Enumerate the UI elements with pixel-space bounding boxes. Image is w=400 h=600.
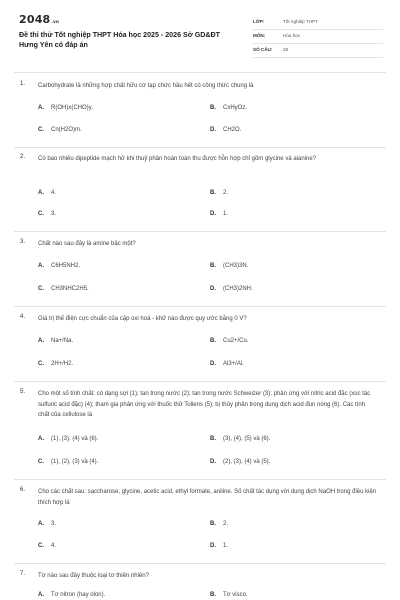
option-b[interactable]: B. 2. <box>210 190 229 196</box>
question-number: 6. <box>20 487 26 493</box>
option-text: (CH3)2NH. <box>223 286 253 292</box>
question-number: 5. <box>20 389 26 395</box>
option-a[interactable]: A. Na+/Na. <box>38 338 74 344</box>
meta-key: MÔN: <box>253 33 266 38</box>
option-text: R(OH)x(CHO)y. <box>51 105 93 111</box>
question-stem: Cho các chất sau: saccharose, glycine, acetic acid, ethyl formate, aniline. Số chất tác dụng với dung dịch NaOH trong điều kiện thích hợp là <box>38 489 377 506</box>
question-number: 1. <box>20 81 26 87</box>
option-text: 2. <box>223 521 229 527</box>
meta-question-count <box>253 43 383 58</box>
option-text: C6H5NH2. <box>51 263 81 269</box>
divider <box>14 306 386 307</box>
option-text: Tơ visco. <box>223 592 248 598</box>
option-b[interactable]: B. 2. <box>210 521 229 527</box>
divider <box>14 231 386 232</box>
option-a[interactable]: A. 4. <box>38 190 57 196</box>
meta-key: LỚP: <box>253 19 265 24</box>
meta-subject <box>253 29 383 44</box>
question-stem: Carbohydrate là những hợp chất hữu cơ tạp chức hầu hết có công thức chung là <box>38 83 254 89</box>
option-text: 3. <box>51 211 57 217</box>
option-c[interactable]: C. CH3NHC2H5. <box>38 286 89 292</box>
divider <box>14 147 386 148</box>
option-c[interactable]: C. 2H+/H2. <box>38 361 74 367</box>
meta-value: 28 <box>283 47 289 52</box>
option-text: 4. <box>51 190 57 196</box>
option-d[interactable]: D. 1. <box>210 543 229 549</box>
divider <box>14 479 386 480</box>
option-b[interactable]: B. Tơ visco. <box>210 592 248 598</box>
option-d[interactable]: D. (CH3)2NH. <box>210 286 253 292</box>
option-d[interactable]: D. 1. <box>210 211 229 217</box>
option-text: CH2O. <box>223 127 242 133</box>
question-stem: Có bao nhiêu dipeptide mạch hở khi thuỷ phân hoàn toàn thu được hỗn hợp chỉ gồm glycine và alanine? <box>38 156 317 162</box>
option-text: Al3+/Al. <box>223 361 244 367</box>
option-text: (1), (2), (3) và (4). <box>51 459 99 465</box>
question-number: 3. <box>20 239 26 245</box>
option-a[interactable]: A. 3. <box>38 521 57 527</box>
site-logo[interactable]: 2048.vn <box>19 13 59 26</box>
option-a[interactable]: A. R(OH)x(CHO)y. <box>38 105 93 111</box>
question-stem: Chất nào sau đây là amine bậc một? <box>38 241 136 247</box>
option-b[interactable]: B. CxHyOz. <box>210 105 247 111</box>
question-stem: Giá trị thế điện cực chuẩn của cặp oxi hoá - khử nào được quy ước bằng 0 V? <box>38 316 247 322</box>
option-d[interactable]: D. CH2O. <box>210 127 242 133</box>
question-number: 7. <box>20 571 26 577</box>
option-text: 4. <box>51 543 57 549</box>
page-header <box>0 0 400 66</box>
option-text: (3), (4), (5) và (6). <box>223 436 271 442</box>
option-a[interactable]: A. Tơ nitron (hay olon). <box>38 592 106 598</box>
option-text: CH3NHC2H5. <box>51 286 89 292</box>
option-text: 3. <box>51 521 57 527</box>
option-text: CxHyOz. <box>223 105 247 111</box>
option-c[interactable]: C. Cn(H2O)m. <box>38 127 82 133</box>
meta-grade <box>253 15 383 30</box>
divider <box>14 72 386 73</box>
meta-key: SỐ CÂU: <box>253 47 273 52</box>
option-text: (CH3)3N. <box>223 263 249 269</box>
option-c[interactable]: C. 4. <box>38 543 57 549</box>
divider <box>14 381 386 382</box>
exam-title: Đề thi thử Tốt nghiệp THPT Hóa học 2025 - 2026 Sở GD&ĐT Hưng Yên có đáp án <box>19 31 220 49</box>
option-text: 2. <box>223 190 229 196</box>
option-text: Na+/Na. <box>51 338 74 344</box>
option-b[interactable]: B. Cu2+/Cu. <box>210 338 249 344</box>
question-stem: Tơ nào sau đây thuộc loại tơ thiên nhiên? <box>38 573 149 579</box>
question-number: 2. <box>20 154 26 160</box>
option-text: 2H+/H2. <box>51 361 74 367</box>
meta-value: Hóa học <box>283 33 301 38</box>
meta-value: Tốt nghiệp THPT <box>283 19 318 24</box>
option-a[interactable]: A. (1), (3), (4) và (6). <box>38 436 99 442</box>
question-number: 4. <box>20 314 26 320</box>
option-d[interactable]: D. (2), (3), (4) và (5). <box>210 459 271 465</box>
option-text: Tơ nitron (hay olon). <box>51 592 106 598</box>
option-b[interactable]: B. (CH3)3N. <box>210 263 249 269</box>
option-text: (2), (3), (4) và (5). <box>223 459 271 465</box>
divider <box>14 563 386 564</box>
option-text: (1), (3), (4) và (6). <box>51 436 99 442</box>
option-text: 1. <box>223 211 229 217</box>
option-c[interactable]: C. (1), (2), (3) và (4). <box>38 459 99 465</box>
option-text: Cu2+/Cu. <box>223 338 249 344</box>
option-d[interactable]: D. Al3+/Al. <box>210 361 244 367</box>
option-text: Cn(H2O)m. <box>51 127 82 133</box>
option-b[interactable]: B. (3), (4), (5) và (6). <box>210 436 271 442</box>
question-stem: Cho một số tính chất: có dạng sợi (1); tan trong nước (2); tan trong nước Schweizer (3); phản ứng với nitric acid đặc (xúc tác sulfuric acid đặc) (4); tham gia phản ứng với thuốc thử Tollens (5); bị thủy phân trong dung dịch acid đun nóng (6). Các tính chất của cellulose là <box>38 391 371 418</box>
option-text: 1. <box>223 543 229 549</box>
option-a[interactable]: A. C6H5NH2. <box>38 263 81 269</box>
option-c[interactable]: C. 3. <box>38 211 57 217</box>
